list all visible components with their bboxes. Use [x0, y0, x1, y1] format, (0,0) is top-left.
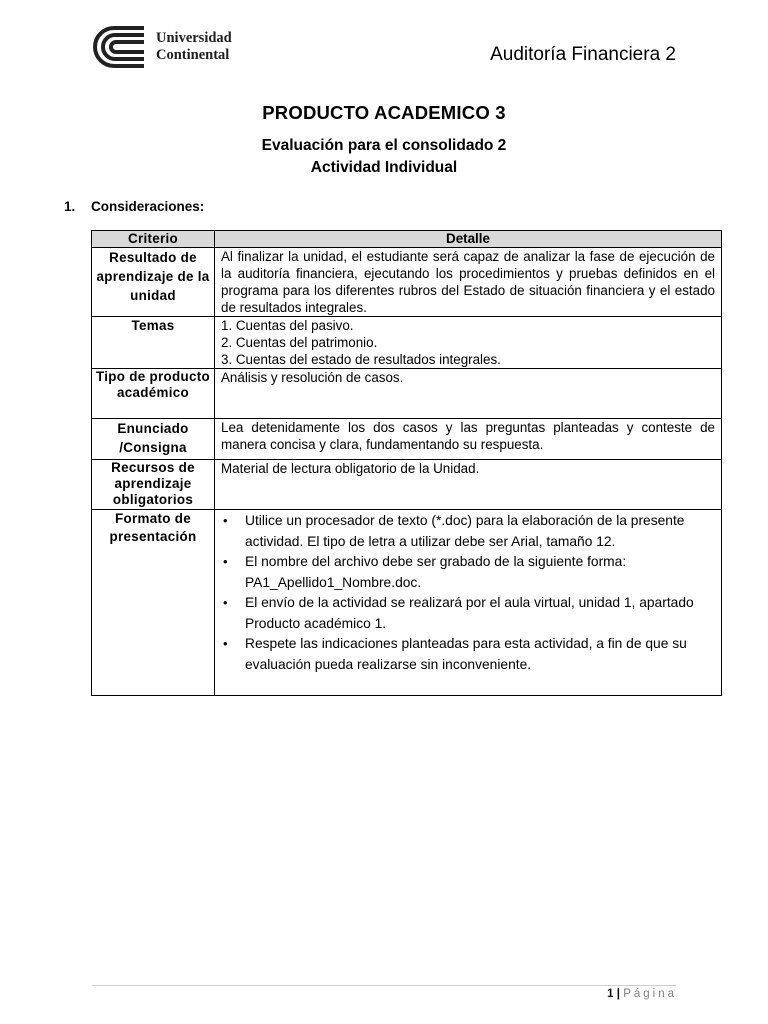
- table-row: [92, 248, 722, 317]
- criterion-cell: Resultado de aprendizaje de la unidad: [92, 248, 215, 317]
- detail-cell: [215, 317, 722, 369]
- list-item: • Utilice un procesador de texto (*.doc) para la elaboración de la presente actividad. El tipo de letra a utilizar debe ser Arial, tamaño 12.: [221, 511, 715, 552]
- logo-text: [156, 30, 232, 64]
- list-item: • El envío de la actividad se realizará por el aula virtual, unidad 1, apartado Producto académico 1.: [221, 593, 715, 634]
- detail-cell: Análisis y resolución de casos.: [215, 369, 722, 419]
- document-subtitle-2: Actividad Individual: [310, 159, 458, 176]
- format-bullet-list: [221, 511, 715, 675]
- topic-line: 2. Cuentas del patrimonio.: [221, 335, 378, 350]
- table-header-row: [92, 231, 722, 248]
- header-detalle: Detalle: [215, 231, 722, 248]
- logo-line-1: Universidad: [156, 30, 232, 46]
- page-word: Página: [623, 988, 677, 1000]
- detail-cell: Al finalizar la unidad, el estudiante será capaz de analizar la fase de ejecución de la auditoría financiera, ejecutando los procedimientos y pruebas definidos en el programa para los diferentes rubros del Estado de situación financiera y el estado de resultados integrales.: [215, 248, 722, 317]
- footer-divider: [92, 985, 676, 986]
- page-footer: [607, 988, 677, 1000]
- logo-line-2: Continental: [156, 47, 230, 63]
- document-title: PRODUCTO ACADEMICO 3: [262, 102, 506, 123]
- section-label: Consideraciones:: [91, 199, 205, 214]
- topic-line: 1. Cuentas del pasivo.: [221, 318, 354, 333]
- table-row: [92, 419, 722, 460]
- detail-cell: Lea detenidamente los dos casos y las preguntas planteadas y conteste de manera concisa y clara, fundamentando su respuesta.: [215, 419, 722, 460]
- criterion-cell: Temas: [92, 317, 215, 369]
- list-item: • Respete las indicaciones planteadas para esta actividad, a fin de que su evaluación pueda realizarse sin inconveniente.: [221, 634, 715, 675]
- criterion-cell: Formato de presentación: [92, 510, 215, 696]
- criterion-cell: Enunciado /Consigna: [92, 419, 215, 460]
- topic-line: 3. Cuentas del estado de resultados integrales.: [221, 352, 501, 367]
- footer-separator: |: [616, 988, 620, 1000]
- considerations-table: [91, 230, 722, 696]
- criterion-cell: Tipo de producto académico: [92, 369, 215, 419]
- detail-cell: Material de lectura obligatorio de la Unidad.: [215, 460, 722, 510]
- table-row: [92, 369, 722, 419]
- list-item: • El nombre del archivo debe ser grabado de la siguiente forma: PA1_Apellido1_Nombre.doc.: [221, 552, 715, 593]
- universidad-continental-logo-icon: [92, 25, 146, 69]
- criterion-cell: Recursos de aprendizaje obligatorios: [92, 460, 215, 510]
- header-criterio: Criterio: [92, 231, 215, 248]
- university-logo: [92, 25, 232, 69]
- detail-cell: [215, 510, 722, 696]
- table-row: [92, 460, 722, 510]
- page-number: 1: [607, 988, 614, 1000]
- section-heading: [64, 199, 204, 214]
- section-number: 1.: [64, 199, 76, 214]
- course-title: Auditoría Financiera 2: [490, 44, 676, 65]
- table-row: [92, 510, 722, 696]
- table-row: [92, 317, 722, 369]
- document-subtitle-1: Evaluación para el consolidado 2: [261, 137, 507, 154]
